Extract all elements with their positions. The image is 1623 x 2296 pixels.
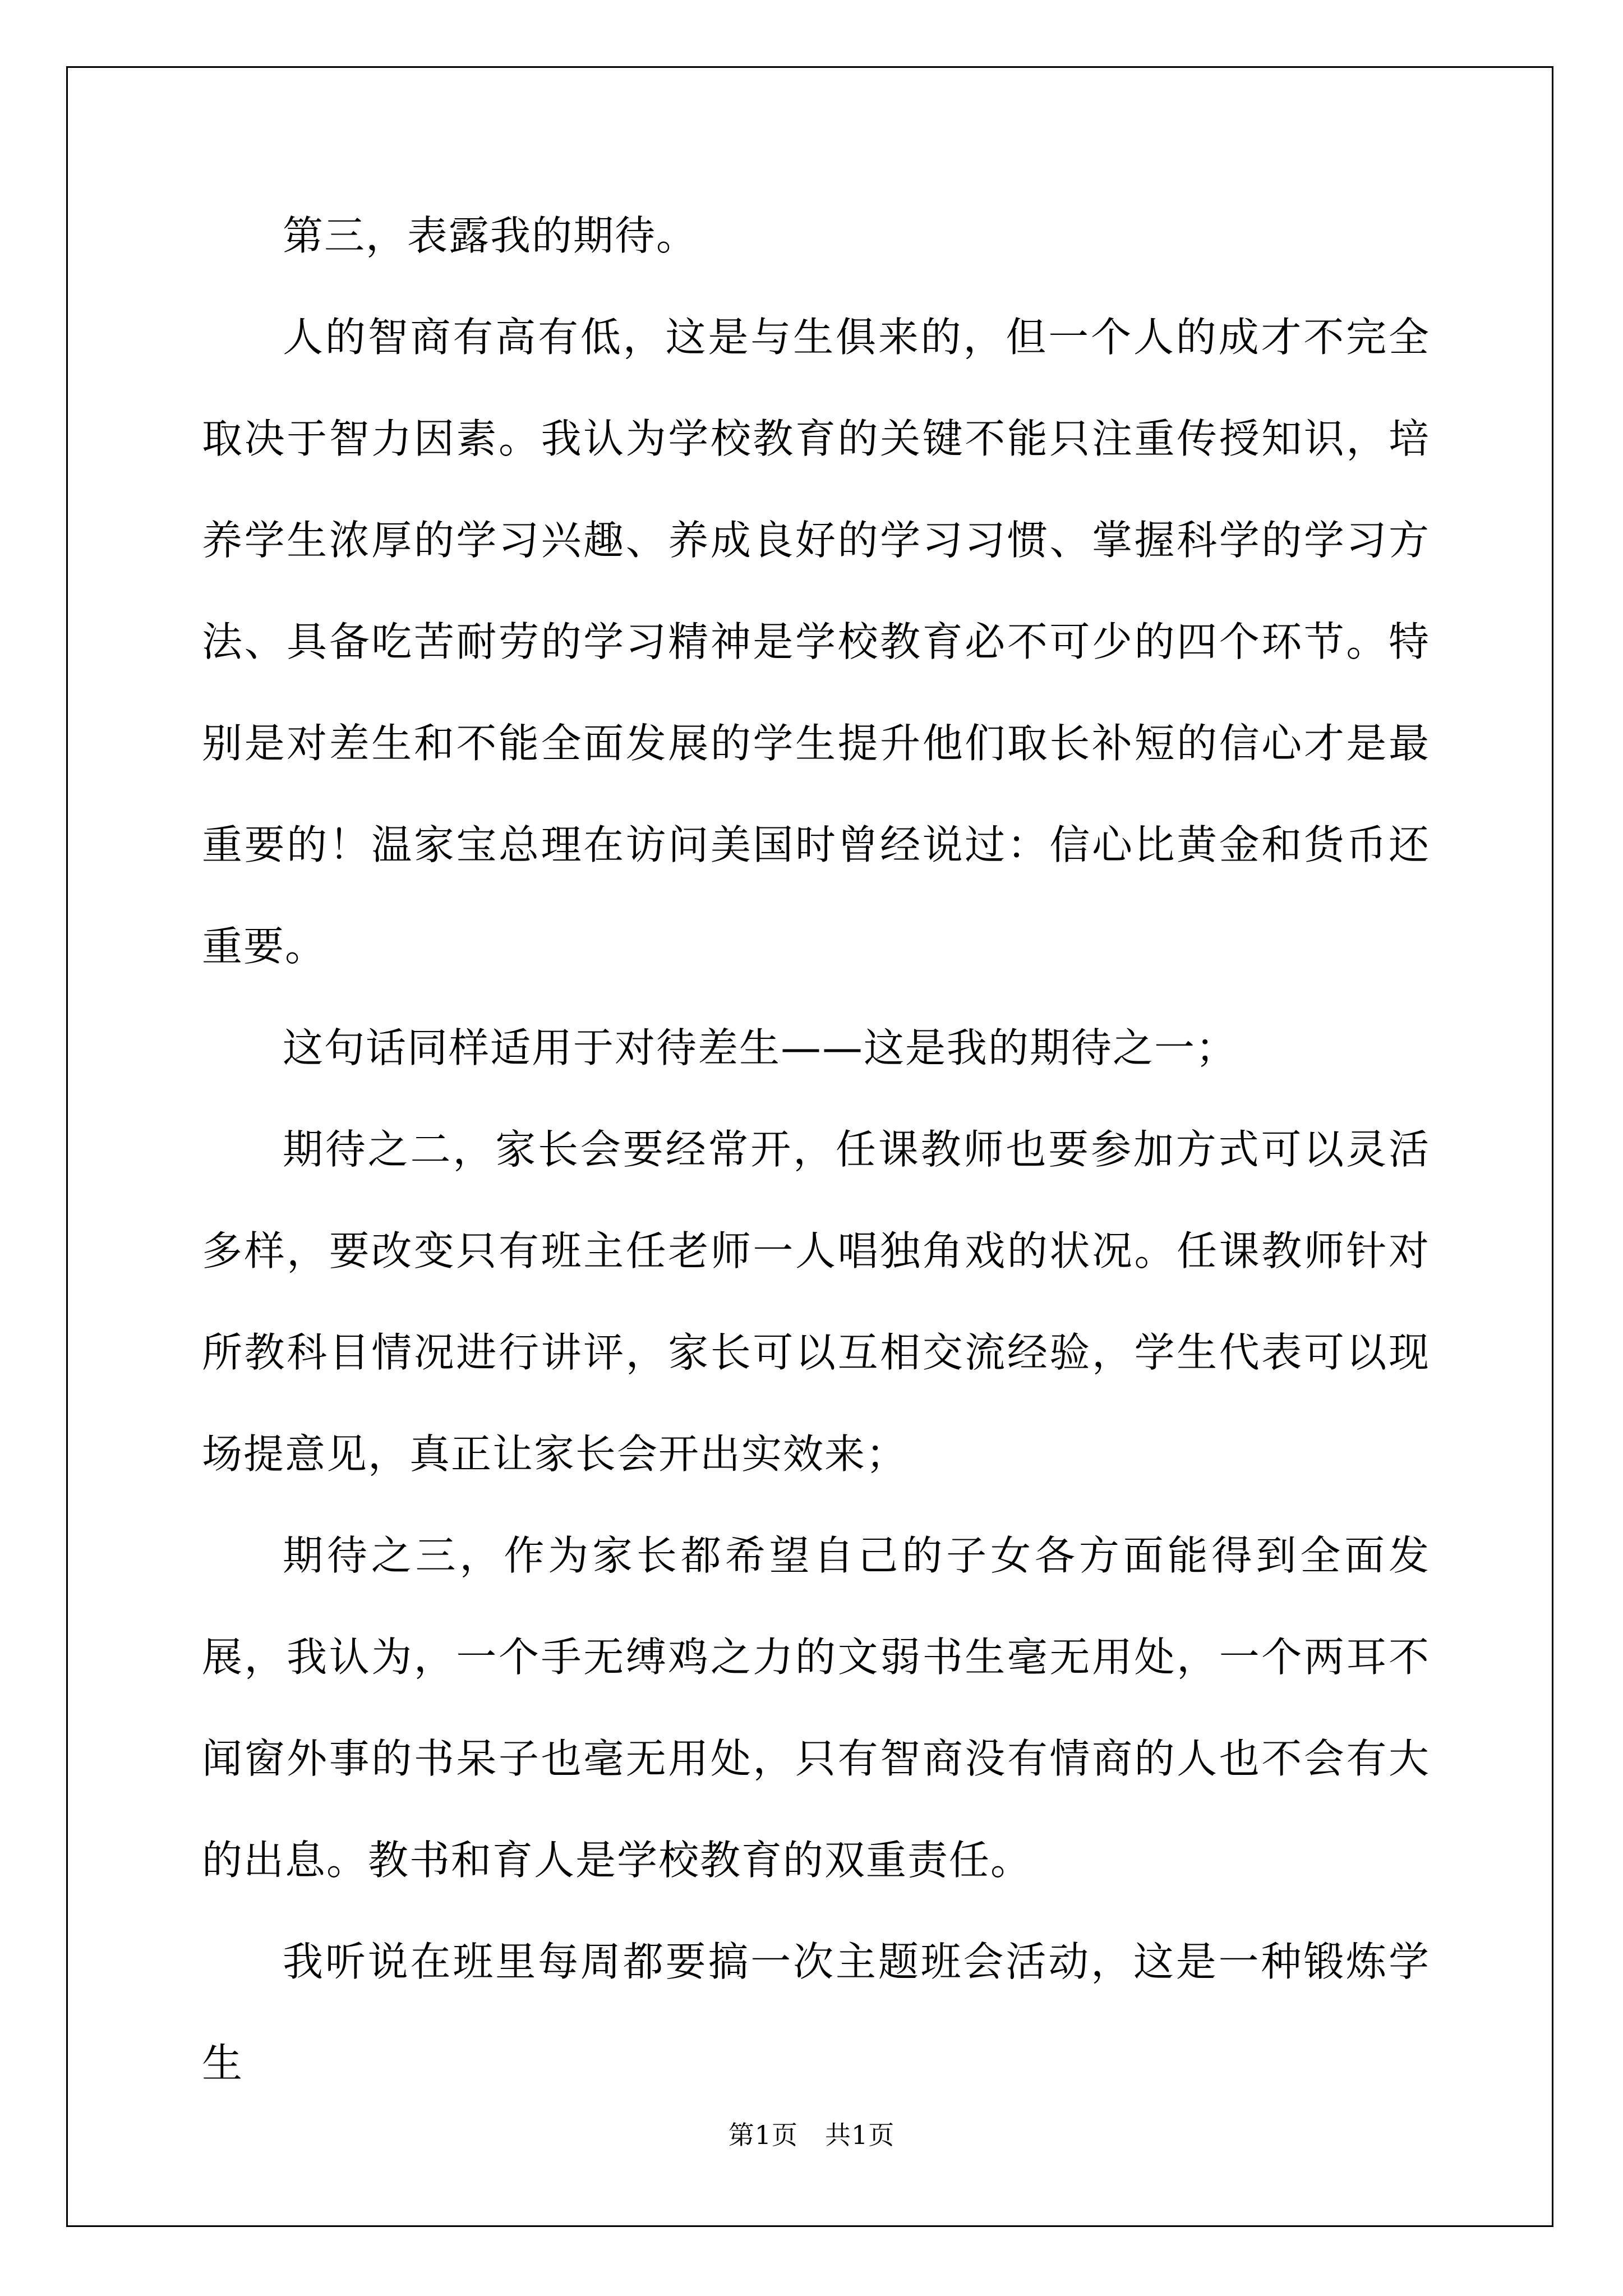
paragraph: 第三，表露我的期待。 <box>283 212 698 259</box>
document-body <box>202 185 1430 2114</box>
page-number: 第1页 <box>728 2120 798 2150</box>
paragraph: 我听说在班里每周都要搞一次主题班会活动，这是一种锻炼学生 <box>202 1938 1430 2087</box>
paragraph: 人的智商有高有低，这是与生俱来的，但一个人的成才不完全取决于智力因素。我认为学校教育的关键不能只注重传授知识，培养学生浓厚的学习兴趣、养成良好的学习习惯、掌握科学的学习方法、具备吃苦耐劳的学习精神是学校教育必不可少的四个环节。特别是对差生和不能全面发展的学生提升他们取长补短的信心才是最重要的！温家宝总理在访问美国时曾经说过：信心比黄金和货币还重要。 <box>202 314 1430 970</box>
paragraph: 期待之二，家长会要经常开，任课教师也要参加方式可以灵活多样，要改变只有班主任老师一人唱独角戏的状况。任课教师针对所教科目情况进行讲评，家长可以互相交流经验，学生代表可以现场提意见，真正让家长会开出实效来； <box>202 1126 1430 1478</box>
paragraph: 期待之三，作为家长都希望自己的子女各方面能得到全面发展，我认为，一个手无缚鸡之力的文弱书生毫无用处，一个两耳不闻窗外事的书呆子也毫无用处，只有智商没有情商的人也不会有大的出息。教书和育人是学校教育的双重责任。 <box>202 1532 1430 1884</box>
paragraph: 这句话同样适用于对待差生——这是我的期待之一； <box>283 1024 1238 1071</box>
page-footer <box>0 2115 1623 2152</box>
page-total: 共1页 <box>825 2120 895 2150</box>
